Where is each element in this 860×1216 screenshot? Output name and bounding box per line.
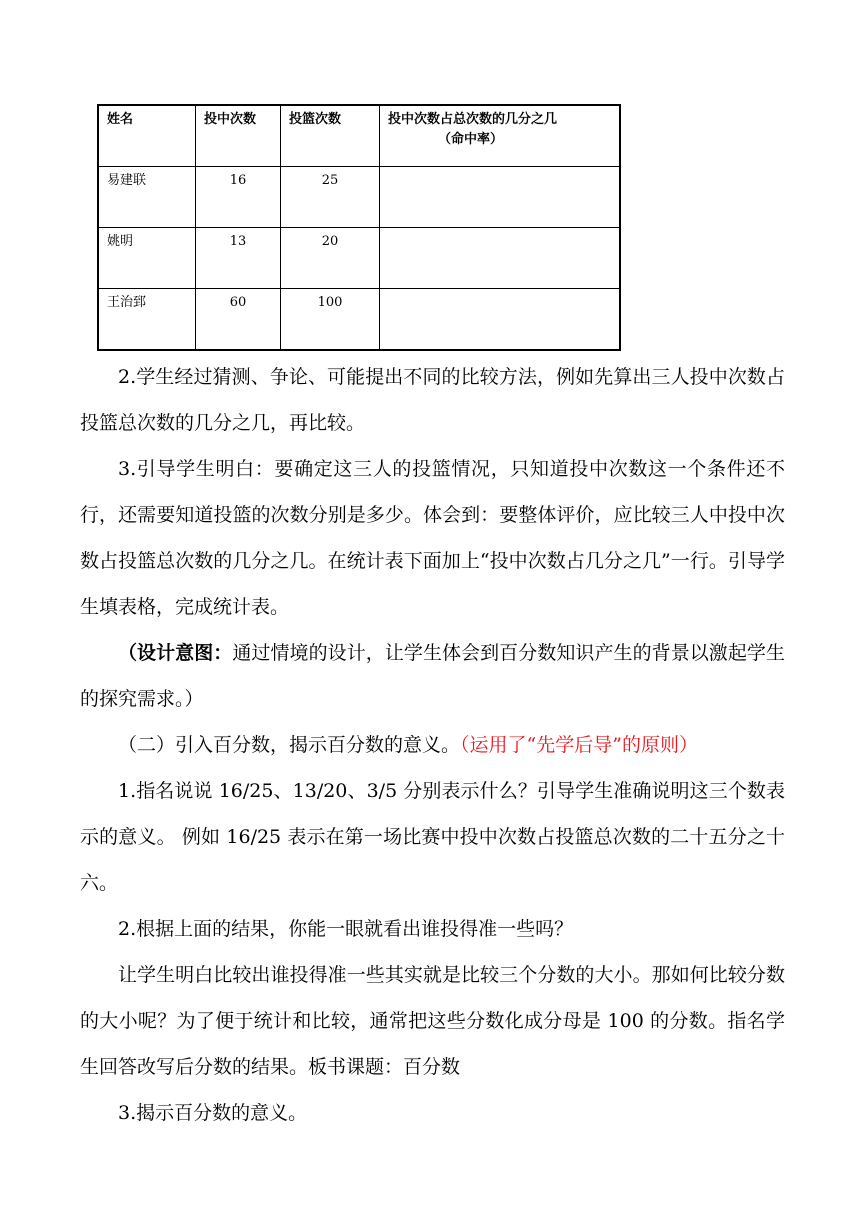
header-name: 姓名 bbox=[98, 105, 196, 166]
design-intent-body: 通过情境的设计，让学生体会到百分数知识产生的背景以激起学生的探究需求。） bbox=[80, 642, 785, 710]
cell-rate bbox=[380, 166, 621, 227]
cell-name: 姚明 bbox=[98, 228, 196, 289]
table-row bbox=[98, 228, 620, 289]
cell-rate bbox=[380, 228, 621, 289]
cell-hits: 16 bbox=[196, 166, 281, 227]
header-hits: 投中次数 bbox=[196, 105, 281, 166]
header-rate bbox=[380, 105, 621, 166]
table-header-row bbox=[98, 105, 620, 166]
paragraph-step3: 3.引导学生明白：要确定这三人的投篮情况，只知道投中次数这一个条件还不行，还需要知道投篮的次数分别是多少。体会到：要整体评价，应比较三人中投中次数占投篮总次数的几分之几。在统计表下面加上“投中次数占几分之几”一行。引导学生填表格，完成统计表。 bbox=[80, 458, 785, 618]
section-heading-text: （二）引入百分数，揭示百分数的意义。 bbox=[118, 734, 461, 756]
cell-shots: 100 bbox=[281, 289, 380, 350]
paragraph-design-intent bbox=[80, 630, 785, 722]
paragraph-step-reveal: 3.揭示百分数的意义。 bbox=[118, 1102, 308, 1124]
paragraph-question2: 2.根据上面的结果，你能一眼就看出谁投得准一些吗？ bbox=[118, 918, 574, 940]
cell-shots: 20 bbox=[281, 228, 380, 289]
cell-shots: 25 bbox=[281, 166, 380, 227]
table-row bbox=[98, 166, 620, 227]
principle-note: （运用了“先学后导”的原则） bbox=[460, 734, 698, 756]
cell-rate bbox=[380, 289, 621, 350]
basketball-stats-table bbox=[97, 104, 621, 351]
header-rate-line1: 投中次数占总次数的几分之几 bbox=[388, 112, 558, 127]
table-row bbox=[98, 289, 620, 350]
cell-hits: 60 bbox=[196, 289, 281, 350]
header-shots: 投篮次数 bbox=[281, 105, 380, 166]
design-intent-lead: （设计意图： bbox=[118, 642, 233, 664]
section-heading-2 bbox=[80, 722, 785, 768]
cell-hits: 13 bbox=[196, 228, 281, 289]
cell-name: 王治郅 bbox=[98, 289, 196, 350]
header-rate-line2: （命中率） bbox=[438, 132, 504, 147]
paragraph-question1: 1.指名说说 16/25、13/20、3/5 分别表示什么？引导学生准确说明这三个数表示的意义。 例如 16/25 表示在第一场比赛中投中次数占投篮总次数的二十五分之十六。 bbox=[80, 780, 785, 894]
paragraph-explanation: 让学生明白比较出谁投得准一些其实就是比较三个分数的大小。那如何比较分数的大小呢？为了便于统计和比较，通常把这些分数化成分母是 100 的分数。指名学生回答改写后分数的结果。板书课题：百分数 bbox=[80, 964, 785, 1078]
cell-name: 易建联 bbox=[98, 166, 196, 227]
paragraph-step2: 2.学生经过猜测、争论、可能提出不同的比较方法，例如先算出三人投中次数占投篮总次数的几分之几，再比较。 bbox=[80, 366, 785, 434]
